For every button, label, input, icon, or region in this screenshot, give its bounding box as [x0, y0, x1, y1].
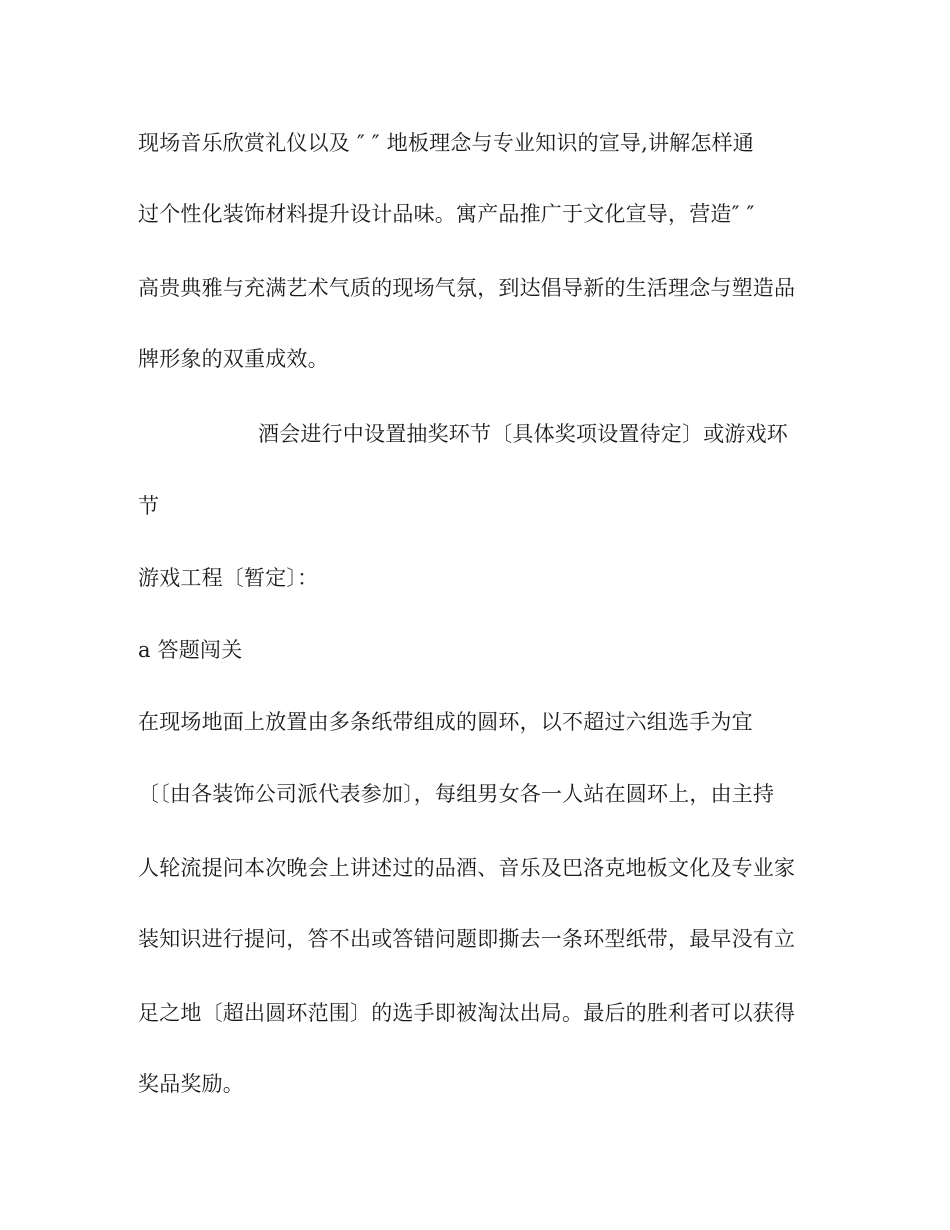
paragraph-line-2: 过个性化装饰材料提升设计品味。寓产品推广于文化宣导，营造″ ″ [138, 202, 755, 226]
paragraph-line-6: 节 [138, 494, 160, 518]
paragraph-line-1: 现场音乐欣赏礼仪以及 ″ ″ 地板理念与专业知识的宣导,讲解怎样通 [138, 131, 754, 155]
paragraph-line-9: 在现场地面上放置由多条纸带组成的圆环，以不超过六组选手为宜 [138, 710, 753, 734]
paragraph-line-14: 奖品奖励。 [138, 1072, 244, 1096]
section-heading-games: 游戏工程〔暂定〕： [138, 566, 319, 590]
paragraph-line-11: 人轮流提问本次晚会上讲述过的品酒、音乐及巴洛克地板文化及专业家 [138, 856, 796, 880]
game-item-a-title: a 答题闯关 [138, 638, 243, 662]
paragraph-line-10: 〔〔由各装饰公司派代表参加〕，每组男女各一人站在圆环上，由主持 [138, 782, 775, 806]
paragraph-line-13: 足之地〔超出圆环范围〕的选手即被淘汰出局。最后的胜利者可以获得 [138, 1001, 796, 1025]
paragraph-line-5: 酒会进行中设置抽奖环节〔具体奖项设置待定〕或游戏环 [258, 422, 788, 446]
paragraph-line-3: 高贵典雅与充满艺术气质的现场气氛，到达倡导新的生活理念与塑造品 [138, 276, 796, 300]
paragraph-line-12: 装知识进行提问，答不出或答错问题即撕去一条环型纸带，最早没有立 [138, 927, 796, 951]
paragraph-line-4: 牌形象的双重成效。 [138, 347, 329, 371]
